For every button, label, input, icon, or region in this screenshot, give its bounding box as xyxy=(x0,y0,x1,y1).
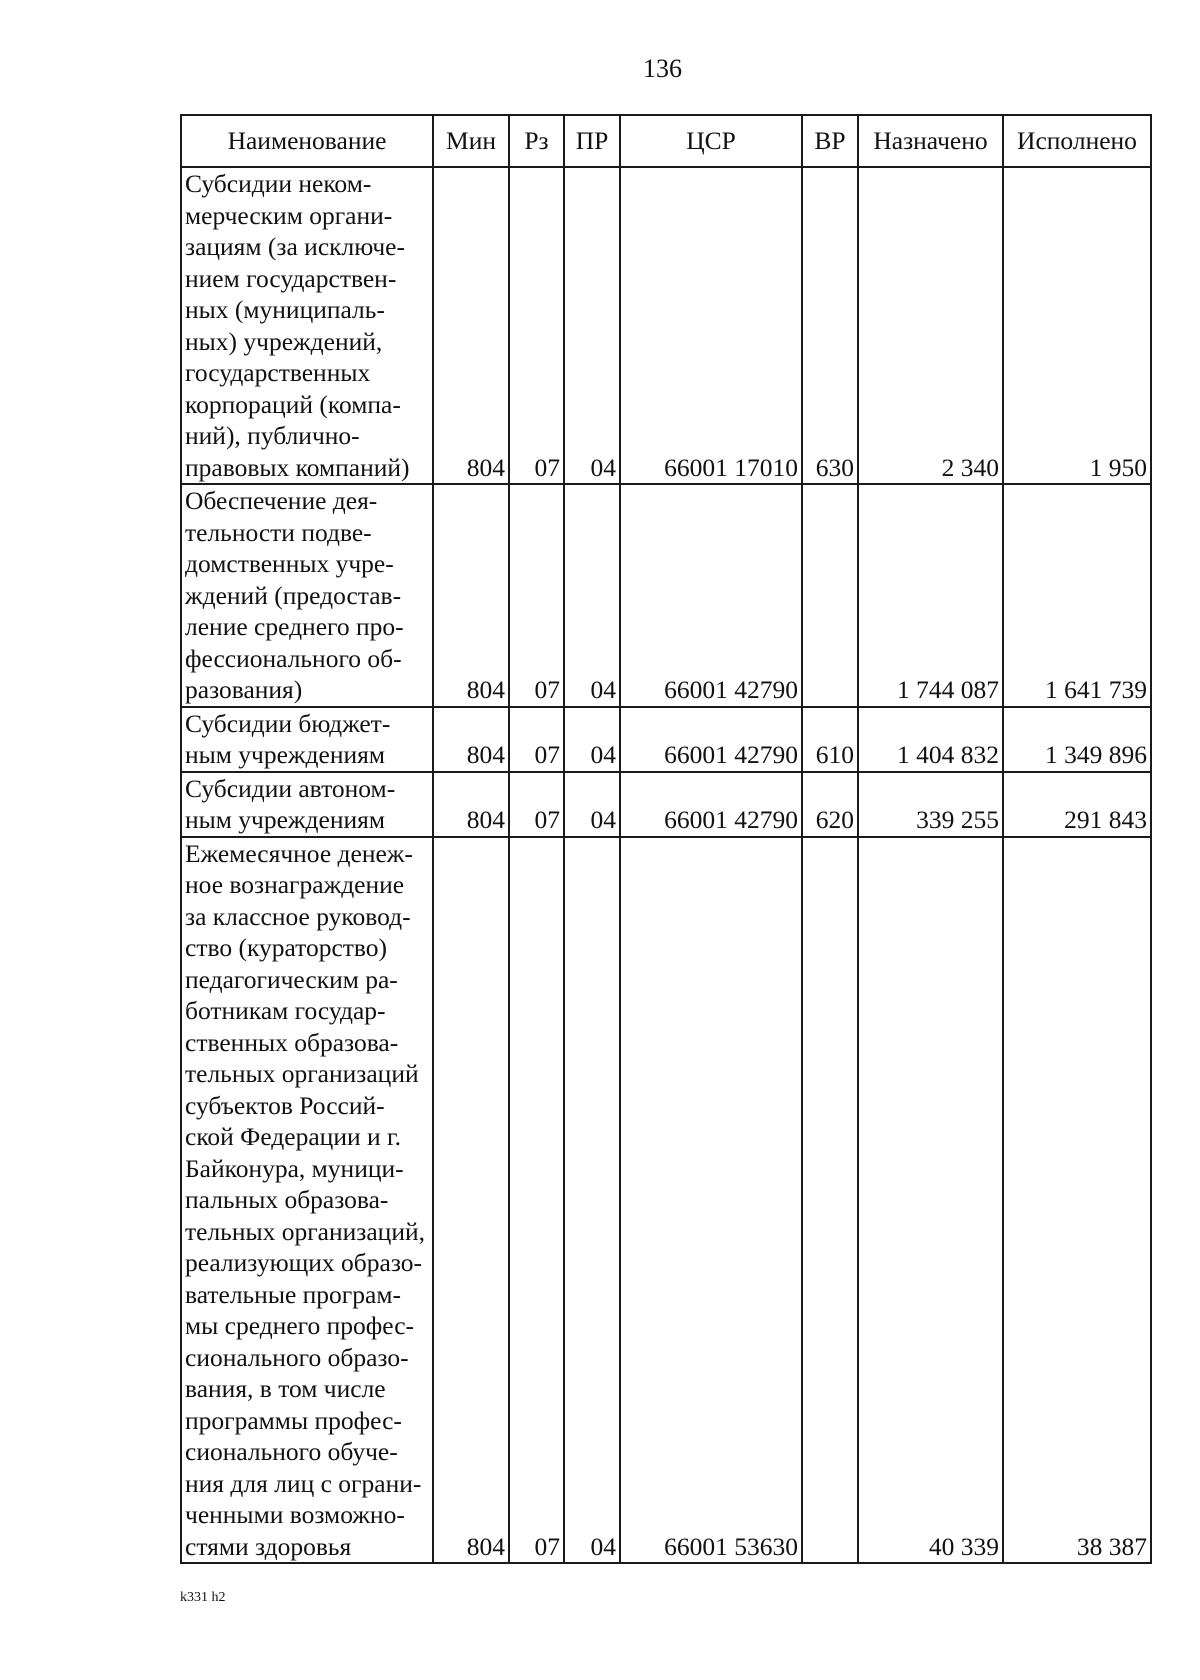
row-vr: 610 xyxy=(802,707,858,772)
row-min: 804 xyxy=(433,707,509,772)
row-csr: 66001 53630 xyxy=(620,837,802,1564)
row-min: 804 xyxy=(433,772,509,837)
row-assigned: 339 255 xyxy=(858,772,1003,837)
row-rz: 07 xyxy=(509,837,564,1564)
header-vr: ВР xyxy=(802,115,858,167)
budget-table xyxy=(180,114,1152,1564)
table-row xyxy=(181,167,1151,484)
table-row xyxy=(181,484,1151,707)
row-executed: 291 843 xyxy=(1003,772,1151,837)
row-assigned: 2 340 xyxy=(858,167,1003,484)
row-assigned: 1 404 832 xyxy=(858,707,1003,772)
row-name: Субсидии неком- мерческим органи- зациям (за исключе- нием государствен- ных (муниципаль- ных) учреждений, государственных корпораций (компа- ний), публично- правовых компаний) xyxy=(181,167,433,484)
row-min: 804 xyxy=(433,167,509,484)
row-executed: 38 387 xyxy=(1003,837,1151,1564)
row-vr: 620 xyxy=(802,772,858,837)
row-vr: 630 xyxy=(802,167,858,484)
row-pr: 04 xyxy=(564,484,620,707)
table-row xyxy=(181,707,1151,772)
header-name: Наименование xyxy=(181,115,433,167)
footer-code: k331 h2 xyxy=(180,1590,226,1605)
row-pr: 04 xyxy=(564,707,620,772)
table-header-row xyxy=(181,115,1151,167)
row-csr: 66001 42790 xyxy=(620,484,802,707)
row-min: 804 xyxy=(433,484,509,707)
header-rz: Рз xyxy=(509,115,564,167)
row-name: Субсидии автоном- ным учреждениям xyxy=(181,772,433,837)
row-rz: 07 xyxy=(509,707,564,772)
row-executed: 1 641 739 xyxy=(1003,484,1151,707)
row-executed: 1 950 xyxy=(1003,167,1151,484)
row-csr: 66001 17010 xyxy=(620,167,802,484)
row-assigned: 1 744 087 xyxy=(858,484,1003,707)
header-min: Мин xyxy=(433,115,509,167)
row-name: Субсидии бюджет- ным учреждениям xyxy=(181,707,433,772)
row-rz: 07 xyxy=(509,484,564,707)
row-vr xyxy=(802,484,858,707)
row-executed: 1 349 896 xyxy=(1003,707,1151,772)
header-executed: Исполнено xyxy=(1003,115,1151,167)
row-name: Ежемесячное денеж- ное вознаграждение за классное руковод- ство (кураторство) педагогическим ра- ботникам государ- ственных образова- тельных организаций субъектов Россий- ской Федерации и г. Байконура, муници- пальных образова- тельных организаций, реализующих образо- вательные програм- мы среднего профес- сионального образо- вания, в том числе программы профес- сионального обуче- ния для лиц с ограни- ченными возможно- стями здоровья xyxy=(181,837,433,1564)
header-csr: ЦСР xyxy=(620,115,802,167)
header-pr: ПР xyxy=(564,115,620,167)
row-vr xyxy=(802,837,858,1564)
row-pr: 04 xyxy=(564,167,620,484)
row-csr: 66001 42790 xyxy=(620,772,802,837)
row-rz: 07 xyxy=(509,772,564,837)
row-pr: 04 xyxy=(564,837,620,1564)
row-rz: 07 xyxy=(509,167,564,484)
row-assigned: 40 339 xyxy=(858,837,1003,1564)
page-number: 136 xyxy=(643,54,682,83)
header-assigned: Назначено xyxy=(858,115,1003,167)
row-pr: 04 xyxy=(564,772,620,837)
table-row xyxy=(181,772,1151,837)
row-name: Обеспечение дея- тельности подве- домственных учре- ждений (предостав- ление среднего про- фессионального об- разования) xyxy=(181,484,433,707)
row-min: 804 xyxy=(433,837,509,1564)
table-row xyxy=(181,837,1151,1564)
row-csr: 66001 42790 xyxy=(620,707,802,772)
